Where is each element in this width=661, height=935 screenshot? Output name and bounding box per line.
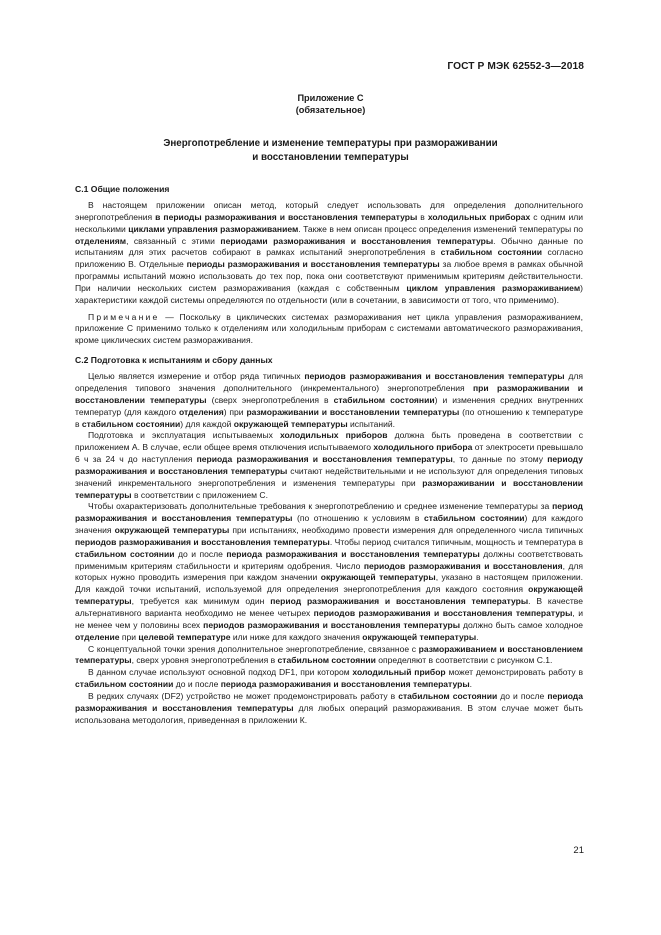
text-run: , для которых нужно проводить измерения при каждом значении [75, 560, 583, 583]
bold-term: отделение [75, 631, 120, 642]
bold-term: размораживанием и восстановлением температуры [75, 643, 584, 666]
text-run: может демонстрировать работу в [445, 667, 583, 678]
note-text: — Поскольку в циклических системах размораживания нет цикла управления размораживанием, приложение С применимо только к отделениям или холодильным приборам с системами автоматического размораживания, кроме циклических систем размораживания. [75, 311, 583, 346]
text-run: В редких случаях (DF2) устройство не может продемонстрировать работу в [88, 690, 399, 701]
bold-term: циклами управления размораживанием [128, 223, 299, 234]
bold-term: периоду размораживания и восстановления температуры [75, 454, 583, 476]
document-body [75, 183, 583, 726]
text-run: . В качестве альтернативного варианта необходимо не менее четырех [75, 596, 583, 618]
paragraph [75, 691, 583, 727]
text-run: Чтобы охарактеризовать дополнительные требования к энергопотреблению и среднее изменение температуры за [88, 501, 553, 512]
text-run: В данном случае используют основной подход DF1, при котором [88, 667, 353, 678]
text-run: определяют в соответствии с рисунком С.1. [375, 655, 553, 666]
text-run: (по отношению к условиям в [292, 513, 424, 524]
text-run: испытаний. [347, 418, 396, 429]
annex-heading [0, 92, 661, 116]
section-heading-c2: С.2 Подготовка к испытаниям и сбору данных [75, 355, 273, 366]
bold-term: периоды размораживания и восстановления температуры [186, 259, 440, 270]
text-run: , то данные по этому [452, 454, 548, 465]
bold-term: циклом управления размораживанием [406, 282, 581, 293]
bold-term: размораживании и восстановлении температуры [75, 477, 583, 500]
annex-title: Приложение С [297, 93, 364, 103]
text-run: от электросети превышало 6 ч за 24 ч до наступления [75, 442, 583, 465]
text-run: до и после [173, 679, 221, 690]
bold-term: стабильном состоянии [424, 513, 525, 524]
text-run: ) при [223, 406, 247, 417]
text-run: при испытаниях, необходимо провести измерения для определенного числа типичных [229, 525, 583, 536]
text-run: , указано в настоящем приложении. Для каждой точки испытаний, используемой для определения энергопотребления для каждого состояния [75, 572, 583, 595]
paragraph [75, 200, 583, 307]
bold-term: стабильном состоянии [75, 679, 174, 690]
bold-term: периодов размораживания и восстановления температуры [304, 371, 565, 382]
page-number: 21 [573, 845, 584, 856]
bold-term: периода размораживания и восстановления температуры [75, 690, 583, 713]
text-run: . [469, 679, 472, 690]
text-run: . [476, 631, 479, 642]
text-run: . Чтобы период считался типичным, мощность и температура в [329, 536, 583, 547]
paragraph [75, 644, 583, 668]
bold-term: стабильном состоянии [75, 548, 175, 559]
bold-term: в периоды размораживания и восстановления температуры [155, 211, 418, 222]
text-run: при [119, 631, 139, 642]
annex-main-title [0, 137, 661, 165]
bold-term: стабильном состоянии [277, 655, 376, 666]
text-run: ) и изменения средних внутренних температур (для каждого [75, 394, 583, 417]
annex-status: (обязательное) [295, 105, 366, 115]
bold-term: окружающей температуры [233, 418, 348, 429]
text-run: (по отношению к температуре в [75, 406, 583, 429]
text-run: для любых операций размораживания. В этом случае может быть использована методология, приведенная в приложении К. [75, 702, 583, 725]
text-run: Целью является измерение и отбор ряда типичных [88, 371, 305, 382]
text-run: ) характеристики каждой системы определяются по отдельности (или в сочетании, в зависимости от того, что применимо). [75, 282, 584, 305]
text-run: , сверх уровня энергопотребления в [131, 655, 278, 666]
main-title-line1: Энергопотребление и изменение температуры при размораживании [163, 138, 498, 149]
bold-term: периода размораживания и восстановления температуры [226, 548, 480, 559]
paragraph [75, 371, 583, 430]
bold-term: холодильных приборов [279, 430, 388, 441]
bold-term: периодов размораживания и восстановления температуры [313, 608, 573, 618]
standard-header: ГОСТ Р МЭК 62552-3—2018 [447, 61, 584, 72]
text-run: , связанный с этими [126, 235, 221, 246]
text-run: для определения типового значения дополнительного (инкрементального) энергопотребления [75, 371, 583, 393]
note-label: Примечание [88, 311, 160, 322]
bold-term: периодов размораживания и восстановления [363, 560, 563, 571]
text-run: ) для каждой [180, 418, 234, 429]
note-paragraph [75, 312, 583, 348]
bold-term: при размораживании и восстановлении температуры [75, 382, 583, 405]
bold-term: периода размораживания и восстановления температуры [196, 454, 453, 465]
bold-term: отделениям [75, 235, 127, 246]
bold-term: холодильных приборах [427, 211, 531, 222]
text-run: В настоящем приложении описан метод, который следует использовать для определения дополнительного энергопотребления [75, 200, 583, 222]
text-run: . Обычно данные по испытаниям для этих расчетов собирают в рамках испытаний энергопотребления в [75, 235, 583, 258]
paragraph [75, 501, 583, 643]
text-run: в соответствии с приложением С. [131, 489, 268, 500]
text-run: согласно приложению В. Отдельные [75, 247, 583, 270]
bold-term: стабильном состоянии [81, 418, 181, 429]
bold-term: периодами размораживания и восстановления температуры [220, 235, 494, 246]
bold-term: окружающей температуры [114, 525, 230, 536]
text-run: или ниже для каждого значения [230, 631, 363, 642]
bold-term: холодильного прибора [373, 442, 473, 453]
bold-term: период размораживания и восстановления температуры [75, 501, 583, 524]
text-run: , и не менее чем у половины всех [75, 608, 583, 630]
text-run: в [417, 211, 428, 222]
text-run: должны соответствовать применимым критериям стабильности и критериям одобрения. Число [75, 548, 583, 571]
bold-term: окружающей температуры [75, 584, 583, 607]
bold-term: периодов размораживания и восстановления температуры [203, 619, 461, 630]
bold-term: периода размораживания и восстановления температуры [220, 679, 470, 690]
bold-term: окружающей температуры [320, 572, 436, 583]
text-run: за любое время в рамках обычной программы испытаний можно использовать до тех пор, пока они соответствуют применимым критериям действительности. При наличии нескольких систем размораживания (каждая с собственным [75, 259, 583, 293]
bold-term: периодов размораживания и восстановления температуры [75, 536, 330, 547]
bold-term: отделения [178, 406, 224, 417]
bold-term: стабильном состоянии [398, 690, 498, 701]
bold-term: стабильном состоянии [440, 247, 543, 258]
bold-term: размораживании и восстановлении температуры [246, 406, 460, 417]
text-run: считают недействительными и не используют для определения типовых значений инкрементального энергопотребления и изменения температуры при [75, 465, 583, 488]
text-run: . Также в нем описан процесс определения изменений температуры по [298, 223, 583, 234]
bold-term: окружающей температуры [362, 631, 477, 642]
bold-term: холодильный прибор [352, 667, 446, 678]
text-run: Подготовка и эксплуатация испытываемых [88, 430, 280, 441]
bold-term: целевой температуре [138, 631, 231, 642]
main-title-line2: и восстановлении температуры [252, 152, 409, 163]
text-run: до и после [497, 690, 548, 701]
bold-term: стабильном состоянии [333, 394, 435, 405]
text-run: С концептуальной точки зрения дополнительное энергопотребление, связанное с [88, 643, 419, 654]
section-heading-c1: С.1 Общие положения [75, 184, 170, 194]
text-run: до и после [174, 548, 227, 559]
text-run: должно быть самое холодное [460, 619, 583, 630]
paragraph [75, 430, 583, 501]
text-run: должна быть проведена в соответствии с приложением А. В случае, если общее время отключения испытываемого [75, 430, 584, 453]
bold-term: период размораживания и восстановления температуры [270, 596, 529, 607]
paragraph [75, 667, 583, 691]
text-run: , требуется как минимум один [131, 596, 271, 607]
text-run: ) для каждого значения [75, 513, 583, 536]
text-run: с одним или несколькими [75, 211, 584, 234]
text-run: (сверх энергопотребления в [206, 394, 334, 405]
